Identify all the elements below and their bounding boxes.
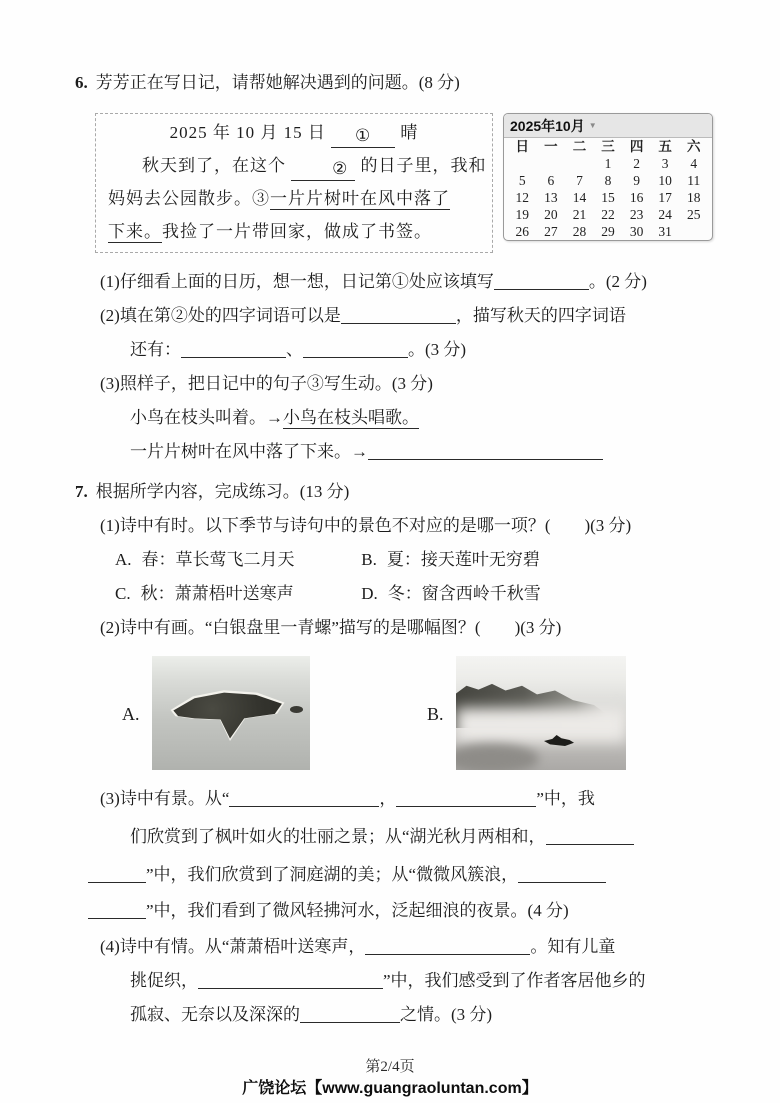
option-b-text: 夏：接天莲叶无穷碧 — [386, 550, 540, 569]
q6-sub3-task-pre: 一片片树叶在风中落了下来。→ — [130, 442, 368, 461]
calendar-day: 30 — [629, 224, 644, 239]
question-7-number: 7. — [75, 482, 88, 501]
calendar-day: 29 — [601, 224, 615, 239]
option-c — [115, 577, 357, 611]
diary-line-4 — [108, 215, 480, 248]
q6-sub2-blank-3 — [303, 340, 408, 358]
dark-shore — [456, 744, 539, 770]
calendar-day: 8 — [604, 173, 612, 188]
calendar-day: 23 — [629, 207, 644, 222]
calendar-day: 7 — [576, 173, 583, 188]
small-islet — [290, 706, 303, 713]
calendar-day: 24 — [658, 207, 672, 222]
calendar-day: 1 — [604, 156, 612, 171]
question-6-title: 芳芳正在写日记，请帮她解决遇到的问题。(8 分) — [95, 73, 460, 92]
calendar-weekday: 三 — [601, 139, 615, 154]
q7-sub3-l1-pre: (3)诗中有景。从“ — [100, 789, 230, 808]
q6-sub2-line2 — [130, 333, 717, 367]
calendar-day: 26 — [515, 224, 530, 239]
q7-sub3-blank-4 — [88, 865, 146, 883]
island-shape — [171, 687, 289, 743]
q7-sub3-l2-text: 们欣赏到了枫叶如火的壮丽之景；从“湖光秋月两相和， — [130, 827, 546, 846]
q6-sub3-example — [130, 401, 717, 435]
q6-sub2-blank-2 — [181, 340, 286, 358]
calendar-widget — [503, 113, 713, 241]
calendar-day: 18 — [687, 190, 701, 205]
island-photo — [152, 656, 310, 770]
calendar-day: 27 — [544, 224, 558, 239]
calendar-weekdays — [508, 138, 708, 155]
q6-sub2-text2: ，描写秋天的四字词语 — [455, 306, 626, 325]
option-c-text: 秋：萧萧梧叶送寒声 — [140, 584, 294, 603]
calendar-week-row — [508, 189, 708, 206]
option-c-letter: C. — [115, 584, 131, 603]
diary-date-text: 2025 年 10 月 15 日 — [169, 123, 326, 142]
calendar-day: 11 — [687, 173, 701, 188]
calendar-day: 2 — [633, 156, 640, 171]
q7-sub3-line1 — [100, 782, 717, 816]
q7-sub3-blank-1 — [229, 789, 379, 807]
calendar-day: 25 — [687, 207, 701, 222]
q7-sub4-line2 — [130, 964, 717, 998]
option-d-text: 冬：窗含西岭千秋雪 — [387, 584, 541, 603]
option-a-text: 春：草长莺飞二月天 — [141, 550, 295, 569]
q7-sub1-title: (1)诗中有时。以下季节与诗句中的景色不对应的是哪一项？( )(3 分) — [100, 516, 632, 535]
misty-lake-photo — [456, 656, 626, 770]
q6-sub2-text3: 还有： — [130, 340, 181, 359]
diary-line2-post: 的日子里，我和 — [360, 156, 487, 175]
diary-line4-post: 我捡了一片带回家，做成了书签。 — [162, 222, 432, 241]
q7-sub4-line3 — [130, 998, 717, 1032]
diary-line-3 — [108, 182, 480, 215]
calendar-day: 19 — [515, 207, 530, 222]
q6-sub1-blank — [494, 272, 589, 290]
footer-site-watermark: 广饶论坛【www.guangraoluntan.com】 — [242, 1080, 538, 1097]
q7-sub3-line4 — [88, 894, 717, 928]
q6-sub3-blank — [368, 442, 603, 460]
calendar-day: 12 — [515, 190, 530, 205]
diary-date-line — [108, 116, 480, 149]
calendar-day: 15 — [601, 190, 615, 205]
q6-sub3-example-pre: 小鸟在枝头叫着。→ — [130, 408, 283, 427]
diary-line2-pre: 秋天到了，在这个 — [142, 156, 286, 175]
calendar-days — [508, 155, 708, 240]
calendar-header — [504, 114, 712, 138]
q7-sub2-title: (2)诗中有画。“白银盘里一青螺”描写的是哪幅图？( )(3 分) — [100, 618, 562, 637]
q6-sub1-line — [100, 265, 717, 299]
option-d-letter: D. — [361, 584, 378, 603]
calendar-day: 10 — [658, 173, 672, 188]
calendar-day: 20 — [544, 207, 558, 222]
paper-content — [75, 66, 717, 1032]
calendar-day: 5 — [518, 173, 526, 188]
diary-line-2 — [108, 149, 487, 182]
question-6-title-line — [75, 66, 717, 100]
q7-sub3-blank-2 — [396, 789, 536, 807]
calendar-weekday: 五 — [658, 139, 672, 154]
option-a — [115, 543, 357, 577]
diary-and-calendar-row — [75, 113, 717, 253]
q7-options-row-1 — [115, 543, 717, 577]
q7-sub4-line1 — [100, 930, 717, 964]
q6-sub3-example-answer: 小鸟在枝头唱歌。 — [283, 408, 419, 427]
option-a-letter: A. — [115, 550, 132, 569]
q6-sub2-score: 。(3 分) — [408, 340, 467, 359]
diary-box — [95, 113, 493, 253]
q6-sub1-text: (1)仔细看上面的日历，想一想，日记第①处应该填写 — [100, 272, 494, 291]
calendar-day: 16 — [629, 190, 644, 205]
q6-sub2-blank-1 — [341, 306, 456, 324]
q7-sub3-l4-text: ”中，我们看到了微风轻拂河水，泛起细浪的夜景。(4 分) — [146, 901, 569, 920]
image-a-label: A. — [122, 704, 140, 724]
calendar-day: 3 — [661, 156, 669, 171]
q7-sub4-l2-post: ”中，我们感受到了作者客居他乡的 — [383, 971, 646, 990]
diary-weather-text: 晴 — [400, 123, 419, 142]
q7-sub4-l1-pre: (4)诗中有情。从“萧萧梧叶送寒声， — [100, 937, 366, 956]
q7-sub3-blank-6 — [88, 901, 146, 919]
diary-underlined-sentence: 一片片树叶在风中落了 — [270, 189, 450, 208]
q7-image-choices — [75, 656, 717, 770]
calendar-day: 21 — [572, 207, 587, 222]
diary-line3-pre: 妈妈去公园散步。③ — [108, 189, 270, 208]
calendar-day — [565, 155, 594, 172]
option-b — [361, 550, 540, 569]
diary-blank-1: ① — [331, 125, 395, 148]
q7-sub4-l3-pre: 孤寂、无奈以及深深的 — [130, 1005, 300, 1024]
q6-sub1-score: 。(2 分) — [588, 272, 647, 291]
q7-sub4-l1-post: 。知有儿童 — [530, 937, 616, 956]
question-7-title: 根据所学内容，完成练习。(13 分) — [95, 482, 350, 501]
calendar-day: 6 — [547, 173, 555, 188]
question-7-title-line — [75, 475, 717, 509]
q6-sub2-separator: 、 — [286, 340, 303, 359]
calendar-day: 9 — [633, 173, 640, 188]
q7-sub4-blank-2 — [198, 971, 383, 989]
calendar-week-row — [508, 172, 708, 189]
calendar-weekday: 二 — [572, 139, 587, 154]
option-b-letter: B. — [361, 550, 377, 569]
q7-sub3-blank-3 — [546, 827, 634, 845]
q7-sub4-l2-pre: 挑促织， — [130, 971, 198, 990]
option-d — [361, 584, 541, 603]
calendar-day — [508, 155, 537, 172]
q6-sub2-text1: (2)填在第②处的四字词语可以是 — [100, 306, 341, 325]
q7-sub4-l3-post: 之情。(3 分) — [400, 1005, 493, 1024]
q7-sub3-l1-post: ”中，我 — [536, 789, 595, 808]
calendar-day: 31 — [658, 224, 672, 239]
calendar-day — [537, 155, 566, 172]
calendar-week-row — [508, 206, 708, 223]
q7-sub4-blank-3 — [300, 1005, 400, 1023]
page-number: 第2/4页 — [365, 1059, 415, 1075]
calendar-weekday: 日 — [515, 139, 530, 154]
calendar-weekday: 六 — [687, 139, 701, 154]
calendar-month-title: 2025年10月 — [510, 117, 585, 134]
diary-blank-2: ② — [291, 158, 355, 181]
calendar-weekday: 四 — [629, 139, 644, 154]
mist-layer — [456, 708, 626, 742]
q6-sub2-line1 — [100, 299, 717, 333]
q7-sub4-blank-1 — [365, 937, 530, 955]
q7-options-row-2 — [115, 577, 717, 611]
calendar-weekday: 一 — [544, 139, 558, 154]
calendar-day: 13 — [544, 190, 558, 205]
q7-sub3-blank-5 — [518, 865, 606, 883]
calendar-day: 17 — [658, 190, 672, 205]
calendar-day: 28 — [572, 224, 587, 239]
q7-sub3-line2 — [130, 820, 717, 854]
q6-sub3-task — [130, 435, 717, 469]
chevron-down-icon: ▼ — [588, 121, 597, 130]
image-b-label: B. — [427, 704, 444, 724]
calendar-week-row — [508, 155, 708, 172]
calendar-week-row — [508, 223, 708, 240]
q6-sub3-title: (3)照样子，把日记中的句子③写生动。(3 分) — [100, 374, 433, 393]
calendar-day: 22 — [601, 207, 615, 222]
calendar-grid — [504, 138, 712, 240]
calendar-day: 14 — [572, 190, 587, 205]
q7-sub3-l1-comma: ， — [379, 789, 397, 808]
calendar-day — [679, 223, 708, 240]
question-6-number: 6. — [75, 73, 88, 92]
calendar-day: 4 — [690, 156, 698, 171]
q7-sub3-line3 — [88, 858, 717, 892]
diary-underlined-continuation: 下来。 — [108, 222, 162, 241]
q7-sub3-l3-text: ”中，我们欣赏到了洞庭湖的美；从“微微风簇浪， — [146, 865, 519, 884]
